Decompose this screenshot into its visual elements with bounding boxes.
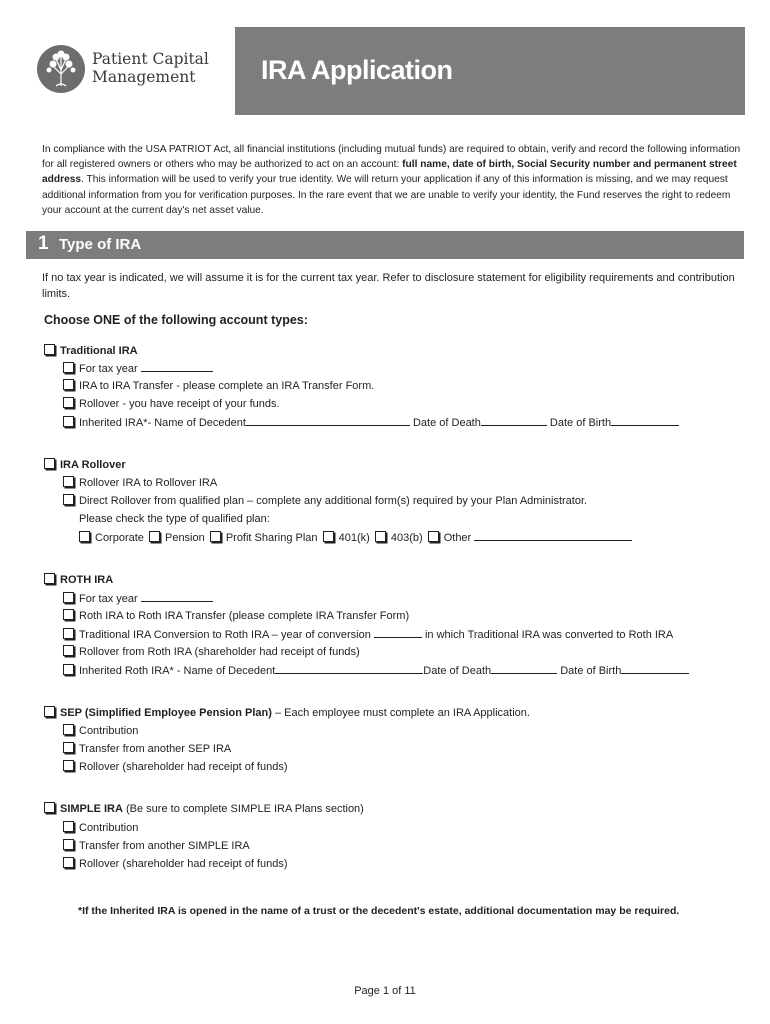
- checkbox[interactable]: [63, 628, 74, 639]
- option-label: Rollover (shareholder had receipt of funds): [79, 858, 288, 870]
- tax-year-note: If no tax year is indicated, we will assume it is for the current tax year. Refer to disclosure statement for eligibility requirements and contribution limits.: [42, 272, 735, 300]
- roth-transfer[interactable]: [63, 609, 409, 623]
- date-of-birth-field[interactable]: [611, 415, 679, 426]
- option-label: Rollover IRA to Rollover IRA: [79, 477, 218, 489]
- option-label: Contribution: [79, 822, 139, 834]
- option-ira-rollover[interactable]: [44, 458, 126, 472]
- date-of-death-label: Date of Death: [423, 665, 492, 677]
- date-of-death-label: Date of Death: [412, 417, 481, 429]
- tax-year-field[interactable]: [141, 591, 213, 602]
- other-label: Other: [443, 532, 472, 544]
- option-label: Contribution: [79, 725, 139, 737]
- checkbox[interactable]: [63, 416, 74, 427]
- intro-text-2: . This information will be used to verify your true identity. We will return your application if any of this information is missing, and we may request additional information from you for verification purposes. In the rare event that we are unable to verify your identity, the Fund reserves the right to redeem your account at the current day's net asset value.: [42, 174, 731, 216]
- page-number: Page 1 of 11: [354, 985, 416, 997]
- option-label: Direct Rollover from qualified plan – complete any additional form(s) required by your Plan Administrator.: [79, 495, 588, 507]
- section-number: 1: [38, 233, 49, 254]
- section-title: Type of IRA: [59, 236, 142, 253]
- checkbox[interactable]: [63, 609, 74, 620]
- checkbox[interactable]: [44, 344, 55, 355]
- simple-rollover[interactable]: [63, 857, 288, 871]
- option-label: Rollover from Roth IRA (shareholder had receipt of funds): [79, 646, 360, 658]
- option-description: (Be sure to complete SIMPLE IRA Plans section): [122, 803, 364, 815]
- logo-line-1: Patient Capital: [92, 50, 209, 68]
- 401k-label: 401(k): [338, 532, 370, 544]
- option-traditional-ira[interactable]: [44, 344, 138, 358]
- inherited-ira-footnote: *If the Inherited IRA is opened in the name of a trust or the decedent's estate, additional documentation may be required.: [78, 905, 680, 917]
- decedent-name-field[interactable]: [275, 663, 423, 674]
- option-label: SIMPLE IRA: [60, 803, 123, 815]
- date-of-death-field[interactable]: [481, 415, 547, 426]
- simple-transfer[interactable]: [63, 839, 250, 853]
- other-plan-field[interactable]: [474, 530, 632, 541]
- sep-transfer[interactable]: [63, 742, 231, 756]
- tax-year-field[interactable]: [141, 361, 213, 372]
- traditional-tax-year[interactable]: [63, 361, 213, 376]
- option-label-continued: in which Traditional IRA was converted to Roth IRA: [424, 629, 674, 641]
- profit-sharing-label: Profit Sharing Plan: [225, 532, 318, 544]
- other-checkbox[interactable]: [428, 531, 439, 542]
- corporate-label: Corporate: [95, 532, 144, 544]
- 403b-checkbox[interactable]: [375, 531, 386, 542]
- conversion-year-field[interactable]: [374, 627, 422, 638]
- rollover-ira-to-ira[interactable]: [63, 476, 217, 490]
- option-label: Traditional IRA: [60, 345, 138, 357]
- tree-logo-icon: [36, 44, 86, 94]
- section-header-type-of-ira: [26, 231, 744, 259]
- plan-type-options: [79, 530, 632, 545]
- checkbox[interactable]: [63, 362, 74, 373]
- option-label: SEP (Simplified Employee Pension Plan): [60, 707, 272, 719]
- checkbox[interactable]: [63, 494, 74, 505]
- checkbox[interactable]: [63, 592, 74, 603]
- checkbox[interactable]: [63, 397, 74, 408]
- choose-heading: Choose ONE of the following account types:: [44, 313, 308, 327]
- option-label: For tax year: [79, 363, 138, 375]
- traditional-inherited[interactable]: [63, 415, 679, 430]
- option-label: Inherited IRA*- Name of Decedent: [79, 417, 246, 429]
- option-sep[interactable]: [44, 706, 530, 720]
- traditional-rollover[interactable]: [63, 397, 280, 411]
- checkbox[interactable]: [63, 645, 74, 656]
- sep-contribution[interactable]: [63, 724, 138, 738]
- checkbox[interactable]: [44, 802, 55, 813]
- checkbox[interactable]: [63, 821, 74, 832]
- date-of-death-field[interactable]: [491, 663, 557, 674]
- checkbox[interactable]: [63, 724, 74, 735]
- checkbox[interactable]: [63, 857, 74, 868]
- intro-bold: full name, date of birth, Social Security number and permanent street address: [42, 159, 737, 186]
- checkbox[interactable]: [63, 476, 74, 487]
- plan-type-instruction: Please check the type of qualified plan:: [79, 513, 270, 525]
- decedent-name-field[interactable]: [246, 415, 410, 426]
- pension-label: Pension: [164, 532, 205, 544]
- checkbox[interactable]: [63, 379, 74, 390]
- page-title: IRA Application: [261, 55, 453, 85]
- option-label: IRA Rollover: [60, 459, 126, 471]
- option-label: Inherited Roth IRA* - Name of Decedent: [79, 665, 276, 677]
- date-of-birth-label: Date of Birth: [549, 417, 612, 429]
- date-of-birth-label: Date of Birth: [560, 665, 622, 677]
- checkbox[interactable]: [44, 706, 55, 717]
- simple-contribution[interactable]: [63, 821, 138, 835]
- option-label: Transfer from another SEP IRA: [79, 743, 232, 755]
- option-label: ROTH IRA: [60, 574, 114, 586]
- checkbox[interactable]: [44, 573, 55, 584]
- corporate-checkbox[interactable]: [79, 531, 90, 542]
- company-logo: [36, 44, 218, 96]
- option-label: Transfer from another SIMPLE IRA: [79, 840, 250, 852]
- checkbox[interactable]: [44, 458, 55, 469]
- roth-inherited[interactable]: [63, 663, 689, 678]
- title-banner: [235, 27, 745, 115]
- option-label: Traditional IRA Conversion to Roth IRA – year of conversion: [79, 629, 371, 641]
- option-roth-ira[interactable]: [44, 573, 113, 587]
- option-simple-ira[interactable]: [44, 802, 364, 816]
- intro-text-1: In compliance with the USA PATRIOT Act, all financial institutions (including mutual funds) are required to obtain, verify and record the following information for all registered owners or others who may be authorized to act on an account:: [42, 144, 741, 171]
- direct-rollover[interactable]: [63, 494, 587, 508]
- checkbox[interactable]: [63, 664, 74, 675]
- option-label: Rollover (shareholder had receipt of funds): [79, 761, 288, 773]
- checkbox[interactable]: [63, 839, 74, 850]
- 401k-checkbox[interactable]: [323, 531, 334, 542]
- sep-rollover[interactable]: [63, 760, 288, 774]
- roth-conversion[interactable]: [63, 627, 673, 642]
- patriot-act-notice: [42, 142, 742, 218]
- traditional-transfer[interactable]: [63, 379, 374, 393]
- option-label: Roth IRA to Roth IRA Transfer (please complete IRA Transfer Form): [79, 610, 410, 622]
- checkbox[interactable]: [63, 760, 74, 771]
- date-of-birth-field[interactable]: [621, 663, 689, 674]
- option-label: Rollover - you have receipt of your funds.: [79, 398, 280, 410]
- option-description: – Each employee must complete an IRA Application.: [271, 707, 530, 719]
- roth-rollover[interactable]: [63, 645, 360, 659]
- option-label: IRA to IRA Transfer - please complete an IRA Transfer Form.: [79, 380, 375, 392]
- 403b-label: 403(b): [390, 532, 423, 544]
- checkbox[interactable]: [63, 742, 74, 753]
- profit-sharing-checkbox[interactable]: [210, 531, 221, 542]
- roth-tax-year[interactable]: [63, 591, 213, 606]
- option-label: For tax year: [79, 593, 138, 605]
- pension-checkbox[interactable]: [149, 531, 160, 542]
- logo-line-2: Management: [92, 68, 196, 86]
